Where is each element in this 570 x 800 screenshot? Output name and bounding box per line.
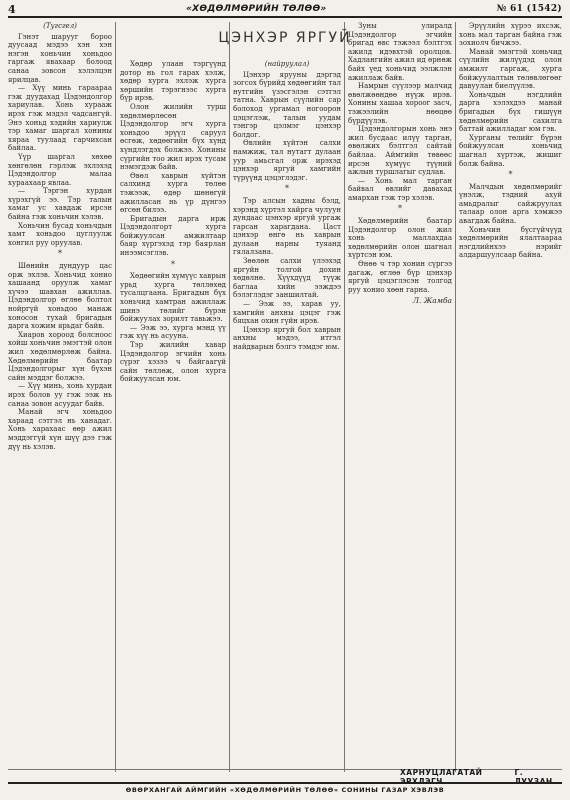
paper-title: «ХӨДӨЛМӨРИЙН ТӨЛӨӨ» [185, 4, 327, 14]
paragraph: Хоньчин бүсгүйчүүд хөдөлмөрийн ялалтаараа нэгдлийнхээ нэрийг алдаршуулсаар байна. [459, 225, 562, 260]
paragraph: Намрын сүүлээр малчид өвөлжөөндөө нүүж ирэв. Хонины хашаа хороог засч, тэжээлийн нөөцөө бүрдүүлэв. [348, 82, 452, 125]
paragraph: Өнөө ч тэр хонин сүргээ дагаж, өглөө бүр цэнхэр яргуй цэцэглэсэн толгод руу хонио хөөн гарна. [348, 260, 452, 294]
column-kicker: (найруулал) [264, 60, 310, 68]
paragraph: Бригадын дарга ирж Цэдэндолгорт хурга бойжуулсан амжилтаар баяр хүргэхэд тэр баярлан инээмсэглэв. [120, 214, 226, 258]
section-separator: * [508, 170, 513, 180]
section-separator: * [171, 259, 175, 269]
paragraph: Тэр алсын хадны бэлд, хэрэнд хүртэл хайрга чулуун дундаас цэнхэр яргуй ургаж гарсан харагдана. Цаст цэнхэр өнгө нь хаврын дулаан нарны туяанд гялалзана. [233, 196, 341, 257]
paragraph: Хурганы төлийг бүрэн бойжуулсан хоньчид шагнал хүртэж, жишиг болж байна. [459, 133, 562, 168]
editor-credit [400, 768, 562, 786]
column-5 [459, 22, 562, 760]
section-separator: * [58, 249, 62, 259]
column-1 [8, 22, 112, 772]
masthead [8, 2, 562, 18]
paragraph: Өвөл хаврын хүйтэн салхинд хурга төлөө тэжээж, өдөр шөнөгүй ажилласан нь үр дүнгээ өгсөн билээ. [120, 171, 226, 215]
paragraph: Манай эмэгтэй хоньчид сүүлийн жилүүдэд олон амжилт гаргаж, хурга бойжуулалтын төлөвлөгөөг давуулан биелүүлэв. [459, 47, 562, 91]
article-signature: Л. Жамба [412, 296, 452, 306]
paragraph: Хиаров хороод болсноос хойш хоньчин эмэгтэй олон жил хөдөлмөрлөж байна. Хөдөлмөрийн баатар Цэдэндолгорыг хүн бүхэн сайн мэддэг болжээ. [8, 330, 112, 382]
paragraph: Цэнхэр ярууны дэргэд зогсох бүрийд хөдөөгийн тал нутгийн үзэсгэлэн сэтгэл татна. Хаврын сүүлийн сар болоход ургамал ногоорон цэцэглэж, талын уудам тэнгэр цэлмэг цэнхэр болдог. [233, 70, 341, 139]
paragraph: Тэр жилийн хавар Цэдэндолгор эгчийн хонь сүрэг хэзээ ч байгаагүй сайн төллөж, олон хурга бойжуулсан юм. [120, 341, 226, 384]
paragraph: Цэнхэр яргуй бол хаврын анхны мэдээ, итгэл найдварын бэлгэ тэмдэг юм. [233, 325, 341, 351]
paragraph: Өвлийн хүйтэн салхи намжиж, тал нутагт дулаан уур амьсгал орж ирэхэд цэнхэр яргуй хамгийн түрүүнд цэцэглэдэг. [233, 139, 341, 182]
editor-name: Г. ЛУУЗАН. [514, 768, 557, 786]
page-number: 4 [8, 2, 16, 16]
issue-number: № 61 (1542) [496, 4, 562, 14]
paragraph: Эрүүлийн хүрээ ихсэж, хонь мал тарган байна гэж зохиолч бичжээ. [459, 22, 562, 48]
paragraph: — Хонь мал тарган байвал өвлийг давахад амархан гэж тэр хэлэв. [348, 176, 452, 202]
column-3 [233, 60, 341, 772]
paragraph: Малчдын хөдөлмөрийг үнэлж, тэдний ахуй амьдралыг сайжруулах талаар олон арга хэмжээ авагдаж байна. [459, 182, 562, 226]
paragraph: — Ээж ээ, харав уу, хамгийн анхны цэцэг гэж бяцхан охин гүйн ирэв. [233, 300, 341, 326]
paragraph: — Тэргэн хурдан хүрэхгүй ээ. Тэр талын хамаг ус хавдаж ирсэн байна гэж хоньчин хэлэв. [8, 187, 112, 222]
column-rule [229, 22, 230, 772]
paragraph: Цэдэндолгорын хонь энэ жил бусдаас илүү тарган, өвөлжих бэлтгэл сайтай байлаа. Аймгийн төвөөс ирсэн хүмүүс түүний ажлын туршлагыг судлав. [348, 125, 452, 177]
paragraph: Олон жилийн турш хөдөлмөрлөсөн Цэдэндолгор эгч хурга хоньдоо эрүүл саруул өсгөж, хөдөөгийн бүх хүнд хүндлэгдэх болжээ. Хонины сүргийн тоо жил ирэх тусам нэмэгдэж байв. [120, 102, 226, 172]
paragraph: Хөдөөгийн хүмүүс хаврын урьд хурга төллөхөд тусалцгаана. Бригадын бүх хоньчид хамтран ажиллаж шинэ төлийг бүрэн бойжуулах зорилт тавьжээ. [120, 272, 226, 324]
paragraph: Хоньчдын нэгдлийн дарга хэлэхдээ манай бригадын бүх гишүүн хөдөлмөрийн сахилга баттай ажилладаг юм гэв. [459, 90, 562, 134]
paragraph: — Хүү минь гараараа гэж дуудахад Цэдэндолгор хариулав. Хонь хурааж ирэх гэж мэдэл чадсангүй. Энэ хоньд хэдийн хариулж тэр хамаг шаргал хонины хяраа туулаад гарчихсан байлаа. [8, 84, 112, 153]
column-kicker: (Тугсгел) [43, 22, 77, 30]
paragraph: Гэнэт шарууг бороо дуусаад мэдээ хэн хэн нэгэн хоньчин хоньдоо гаргаж явахаар болоод санаа зовсон хэлэлцэн ярилцав. [8, 32, 112, 84]
paragraph: — Хүү минь, хонь хурдан ирэх болов уу гэж ээж нь санаа зовон асуудаг байв. [8, 382, 112, 408]
paragraph: Хөдөр улаан тэргүүнд дотор нь гол гарах хэлж, хөдөр хурга эхлэж хурга хөршийн тэрэгнээс хурга бүр ирэв. [120, 60, 226, 103]
footer-imprint: ӨВӨРХАНГАЙ АЙМГИЙН «ХӨДӨЛМӨРИЙН ТӨЛӨӨ» СОНИНЫ ГАЗАР ХЭВЛЭВ [8, 782, 562, 796]
editor-role: ХАРНУЦЛАГАТАЙ ЭРХЛЭГЧ [400, 768, 483, 786]
paragraph: Зуны улиралд Цэдэндолгор эгчийн бригад өвс тэжээл бэлтгэх ажилд идэвхтэй оролцов. Хадлангийн ажил ид өрнөж байх үед хоньчид ээлжлэн ажиллаж байв. [348, 22, 452, 82]
section-separator: * [285, 184, 289, 194]
column-rule [344, 22, 345, 772]
paragraph: Манай эгч хоньдоо хараад сэтгэл нь ханадаг. Хонь харахаас өөр ажил мэддэггүй хүн шүү дээ гэж дүү нь хэлэв. [8, 408, 112, 451]
paragraph: — Ээж ээ, хурга мэнд үү гэж хүү нь асууна. [120, 323, 226, 341]
paragraph: Үүр шаргал хөхөө хөнгөлөн гэрлэж эхлэхэд Цэдэндолгор малаа хураахаар явлаа. [8, 152, 112, 187]
paragraph: Хөдөлмөрийн баатар Цэдэндолгор олон жил хонь маллахдаа хөдөлмөрийн олон шагнал хүртсэн юм. [348, 217, 452, 260]
article-headline: ЦЭНХЭР ЯРГУЙ [218, 30, 352, 46]
column-rule [455, 22, 456, 772]
column-4 [348, 22, 452, 772]
column-2 [120, 60, 226, 772]
section-separator: * [398, 204, 402, 214]
column-rule [115, 22, 116, 772]
paragraph: Зөөлөн салхи үлээхэд яргуйн толгой дохин хөдөлнө. Хүүхдүүд түүж баглаа хийн ээждээ бэлэглэдэг заншилтай. [233, 257, 341, 300]
paragraph: Хоньчин бусад хоньчдын хамт хоньдоо цуглуулж хонгил руу оруулав. [8, 221, 112, 247]
paragraph: Шөнийн дундуур цас орж эхлэв. Хоньчид хонио хашаанд оруулж хамаг хүчээ шавхан ажиллав. Цэдэндолгор өглөө болтол нойргүй хоньдоо манаж хоносон тухай бригадын дарга хожим ярьдаг байв. [8, 262, 112, 331]
